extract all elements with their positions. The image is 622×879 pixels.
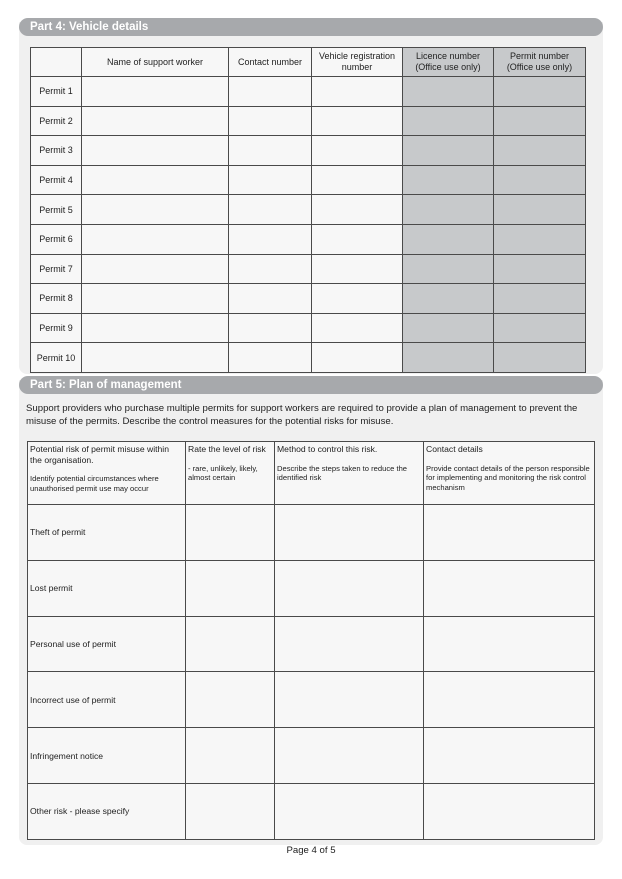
permit-row — [31, 165, 586, 195]
part5-title: Part 5: Plan of management — [19, 376, 603, 394]
column-subtitle: Describe the steps taken to reduce the identified risk — [277, 463, 408, 482]
licence-number-cell — [403, 224, 494, 254]
vehicle-registration-cell[interactable] — [312, 343, 403, 373]
permit-row — [31, 136, 586, 166]
permit-number-cell — [494, 77, 586, 107]
contact-number-cell[interactable] — [229, 195, 312, 225]
row-label: Permit 4 — [31, 165, 82, 195]
vehicle-registration-cell[interactable] — [312, 77, 403, 107]
column-subtitle: Provide contact details of the person responsible for implementing and monitoring the risk control mechanism — [426, 463, 590, 492]
licence-number-cell — [403, 284, 494, 314]
contact-number-cell[interactable] — [229, 224, 312, 254]
table-header-row — [31, 48, 586, 77]
column-subtitle: - rare, unlikely, likely, almost certain — [188, 463, 258, 482]
risk-level-cell[interactable] — [186, 505, 275, 561]
support-worker-name-cell[interactable] — [82, 106, 229, 136]
permit-row — [31, 343, 586, 373]
support-worker-name-cell[interactable] — [82, 224, 229, 254]
licence-number-cell — [403, 77, 494, 107]
contact-number-cell[interactable] — [229, 77, 312, 107]
plan-of-management-table — [27, 441, 595, 840]
column-title: Rate the level of risk — [188, 444, 266, 454]
contact-number-cell[interactable] — [229, 313, 312, 343]
risk-level-cell[interactable] — [186, 783, 275, 839]
header-rego: Vehicle registration number — [312, 48, 403, 77]
vehicle-registration-cell[interactable] — [312, 313, 403, 343]
row-label: Permit 5 — [31, 195, 82, 225]
permit-number-cell — [494, 224, 586, 254]
column-title: Method to control this risk. — [277, 444, 378, 454]
risk-row — [28, 783, 595, 839]
contact-number-cell[interactable] — [229, 254, 312, 284]
header-blank — [31, 48, 82, 77]
contact-number-cell[interactable] — [229, 343, 312, 373]
permit-number-cell — [494, 165, 586, 195]
contact-number-cell[interactable] — [229, 165, 312, 195]
licence-number-cell — [403, 136, 494, 166]
permit-row — [31, 195, 586, 225]
licence-number-cell — [403, 106, 494, 136]
support-worker-name-cell[interactable] — [82, 165, 229, 195]
risk-label: Personal use of permit — [28, 616, 186, 672]
contact-number-cell[interactable] — [229, 106, 312, 136]
risk-level-cell[interactable] — [186, 728, 275, 784]
licence-number-cell — [403, 254, 494, 284]
risk-label: Infringement notice — [28, 728, 186, 784]
column-subtitle: Identify potential circumstances where unauthorised permit use may occur — [30, 474, 159, 493]
support-worker-name-cell[interactable] — [82, 313, 229, 343]
column-title: Contact details — [426, 444, 483, 454]
row-label: Permit 2 — [31, 106, 82, 136]
contact-details-cell[interactable] — [424, 616, 595, 672]
risk-row — [28, 505, 595, 561]
page-number: Page 4 of 5 — [286, 845, 336, 856]
support-worker-name-cell[interactable] — [82, 254, 229, 284]
risk-label: Incorrect use of permit — [28, 672, 186, 728]
row-label: Permit 6 — [31, 224, 82, 254]
risk-row — [28, 672, 595, 728]
permit-row — [31, 313, 586, 343]
contact-number-cell[interactable] — [229, 284, 312, 314]
risk-level-cell[interactable] — [186, 616, 275, 672]
risk-label: Theft of permit — [28, 505, 186, 561]
column-header — [424, 442, 595, 505]
part5-intro: Support providers who purchase multiple permits for support workers are required to provide a plan of management to prevent the misuse of the permits. Describe the control measures for the potential risks for misuse. — [26, 403, 578, 427]
permit-row — [31, 254, 586, 284]
risk-label: Lost permit — [28, 560, 186, 616]
row-label: Permit 1 — [31, 77, 82, 107]
vehicle-registration-cell[interactable] — [312, 136, 403, 166]
contact-details-cell[interactable] — [424, 560, 595, 616]
risk-row — [28, 560, 595, 616]
column-header — [28, 442, 186, 505]
vehicle-registration-cell[interactable] — [312, 284, 403, 314]
contact-number-cell[interactable] — [229, 136, 312, 166]
part4-title: Part 4: Vehicle details — [19, 18, 603, 36]
header-permit: Permit number (Office use only) — [494, 48, 586, 77]
vehicle-registration-cell[interactable] — [312, 165, 403, 195]
licence-number-cell — [403, 313, 494, 343]
permit-row — [31, 106, 586, 136]
contact-details-cell[interactable] — [424, 728, 595, 784]
row-label: Permit 8 — [31, 284, 82, 314]
vehicle-registration-cell[interactable] — [312, 224, 403, 254]
licence-number-cell — [403, 343, 494, 373]
header-name: Name of support worker — [82, 48, 229, 77]
risk-label: Other risk - please specify — [28, 783, 186, 839]
vehicle-details-table — [30, 47, 586, 373]
permit-number-cell — [494, 254, 586, 284]
control-method-cell[interactable] — [275, 728, 424, 784]
risk-level-cell[interactable] — [186, 560, 275, 616]
control-method-cell[interactable] — [275, 505, 424, 561]
permit-number-cell — [494, 284, 586, 314]
permit-number-cell — [494, 106, 586, 136]
control-method-cell[interactable] — [275, 672, 424, 728]
permit-row — [31, 224, 586, 254]
support-worker-name-cell[interactable] — [82, 136, 229, 166]
vehicle-registration-cell[interactable] — [312, 195, 403, 225]
support-worker-name-cell[interactable] — [82, 77, 229, 107]
permit-number-cell — [494, 313, 586, 343]
permit-row — [31, 77, 586, 107]
column-header — [275, 442, 424, 505]
column-header — [186, 442, 275, 505]
control-method-cell[interactable] — [275, 616, 424, 672]
support-worker-name-cell[interactable] — [82, 284, 229, 314]
header-contact: Contact number — [229, 48, 312, 77]
contact-details-cell[interactable] — [424, 672, 595, 728]
vehicle-registration-cell[interactable] — [312, 254, 403, 284]
contact-details-cell[interactable] — [424, 505, 595, 561]
table-header-row — [28, 442, 595, 505]
permit-row — [31, 284, 586, 314]
permit-number-cell — [494, 136, 586, 166]
risk-row — [28, 616, 595, 672]
column-title: Potential risk of permit misuse within the organisation. — [30, 444, 169, 465]
licence-number-cell — [403, 165, 494, 195]
control-method-cell[interactable] — [275, 783, 424, 839]
row-label: Permit 7 — [31, 254, 82, 284]
risk-level-cell[interactable] — [186, 672, 275, 728]
permit-number-cell — [494, 343, 586, 373]
row-label: Permit 3 — [31, 136, 82, 166]
vehicle-registration-cell[interactable] — [312, 106, 403, 136]
risk-row — [28, 728, 595, 784]
licence-number-cell — [403, 195, 494, 225]
support-worker-name-cell[interactable] — [82, 195, 229, 225]
row-label: Permit 9 — [31, 313, 82, 343]
support-worker-name-cell[interactable] — [82, 343, 229, 373]
control-method-cell[interactable] — [275, 560, 424, 616]
row-label: Permit 10 — [31, 343, 82, 373]
permit-number-cell — [494, 195, 586, 225]
contact-details-cell[interactable] — [424, 783, 595, 839]
header-licence: Licence number (Office use only) — [403, 48, 494, 77]
